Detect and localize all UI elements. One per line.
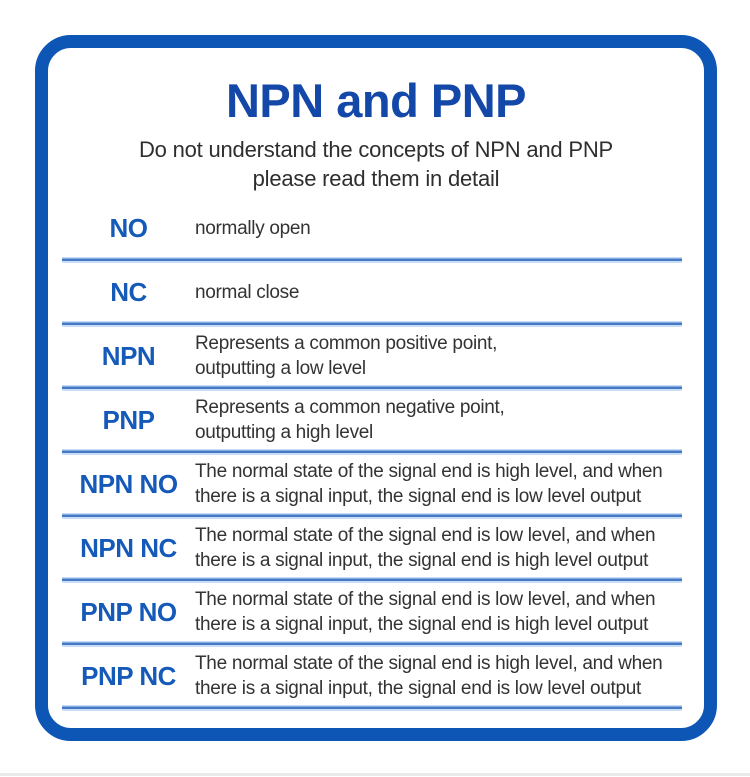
definition-row-no: [48, 199, 704, 257]
definition-row-npn-nc: [48, 519, 704, 577]
definition-row-pnp-no: [48, 583, 704, 641]
term-definition: [195, 331, 497, 381]
definition-row-npn: [48, 327, 704, 385]
definition-line: there is a signal input, the signal end is low level output: [195, 486, 641, 507]
term-definition: [195, 395, 505, 445]
term-label: NC: [110, 276, 147, 307]
definition-line: The normal state of the signal end is high level, and when: [195, 653, 663, 674]
definitions-table: [48, 199, 704, 711]
definition-line: The normal state of the signal end is low level, and when: [195, 525, 656, 546]
term-definition: [195, 651, 662, 701]
subtitle-line-1: Do not understand the concepts of NPN and PNP: [138, 137, 614, 162]
definition-line: Represents a common negative point,: [195, 397, 505, 418]
term-definition: [195, 523, 655, 573]
npn-pnp-card: [35, 35, 717, 741]
term-label: PNP NC: [81, 660, 176, 691]
term-label: NO: [109, 212, 148, 243]
definition-line: there is a signal input, the signal end is high level output: [195, 614, 649, 635]
term-definition: [195, 587, 655, 637]
definition-line: normal close: [195, 281, 300, 303]
definition-line: The normal state of the signal end is high level, and when: [195, 461, 663, 482]
subtitle: [48, 135, 704, 193]
page-title: NPN and PNP: [225, 74, 527, 127]
definition-line: normally open: [195, 217, 311, 239]
term-definition: [195, 459, 662, 509]
term-definition: [195, 216, 310, 241]
definition-row-pnp-nc: [48, 647, 704, 705]
definition-line: Represents a common positive point,: [195, 333, 498, 354]
subtitle-line-2: please read them in detail: [252, 166, 500, 191]
definition-row-nc: [48, 263, 704, 321]
term-label: PNP NO: [80, 596, 177, 627]
definition-line: outputting a low level: [195, 358, 366, 379]
definition-line: there is a signal input, the signal end is high level output: [195, 550, 649, 571]
term-label: NPN: [101, 340, 156, 371]
definition-line: there is a signal input, the signal end is low level output: [195, 678, 641, 699]
row-divider: [62, 705, 682, 711]
definition-line: outputting a high level: [195, 422, 373, 443]
definition-row-pnp: [48, 391, 704, 449]
definition-row-npn-no: [48, 455, 704, 513]
term-label: PNP: [102, 404, 155, 435]
term-label: NPN NC: [80, 532, 177, 563]
definition-line: The normal state of the signal end is low level, and when: [195, 589, 656, 610]
term-label: NPN NO: [79, 468, 178, 499]
term-definition: [195, 280, 299, 305]
page-bottom-divider: [0, 773, 750, 776]
